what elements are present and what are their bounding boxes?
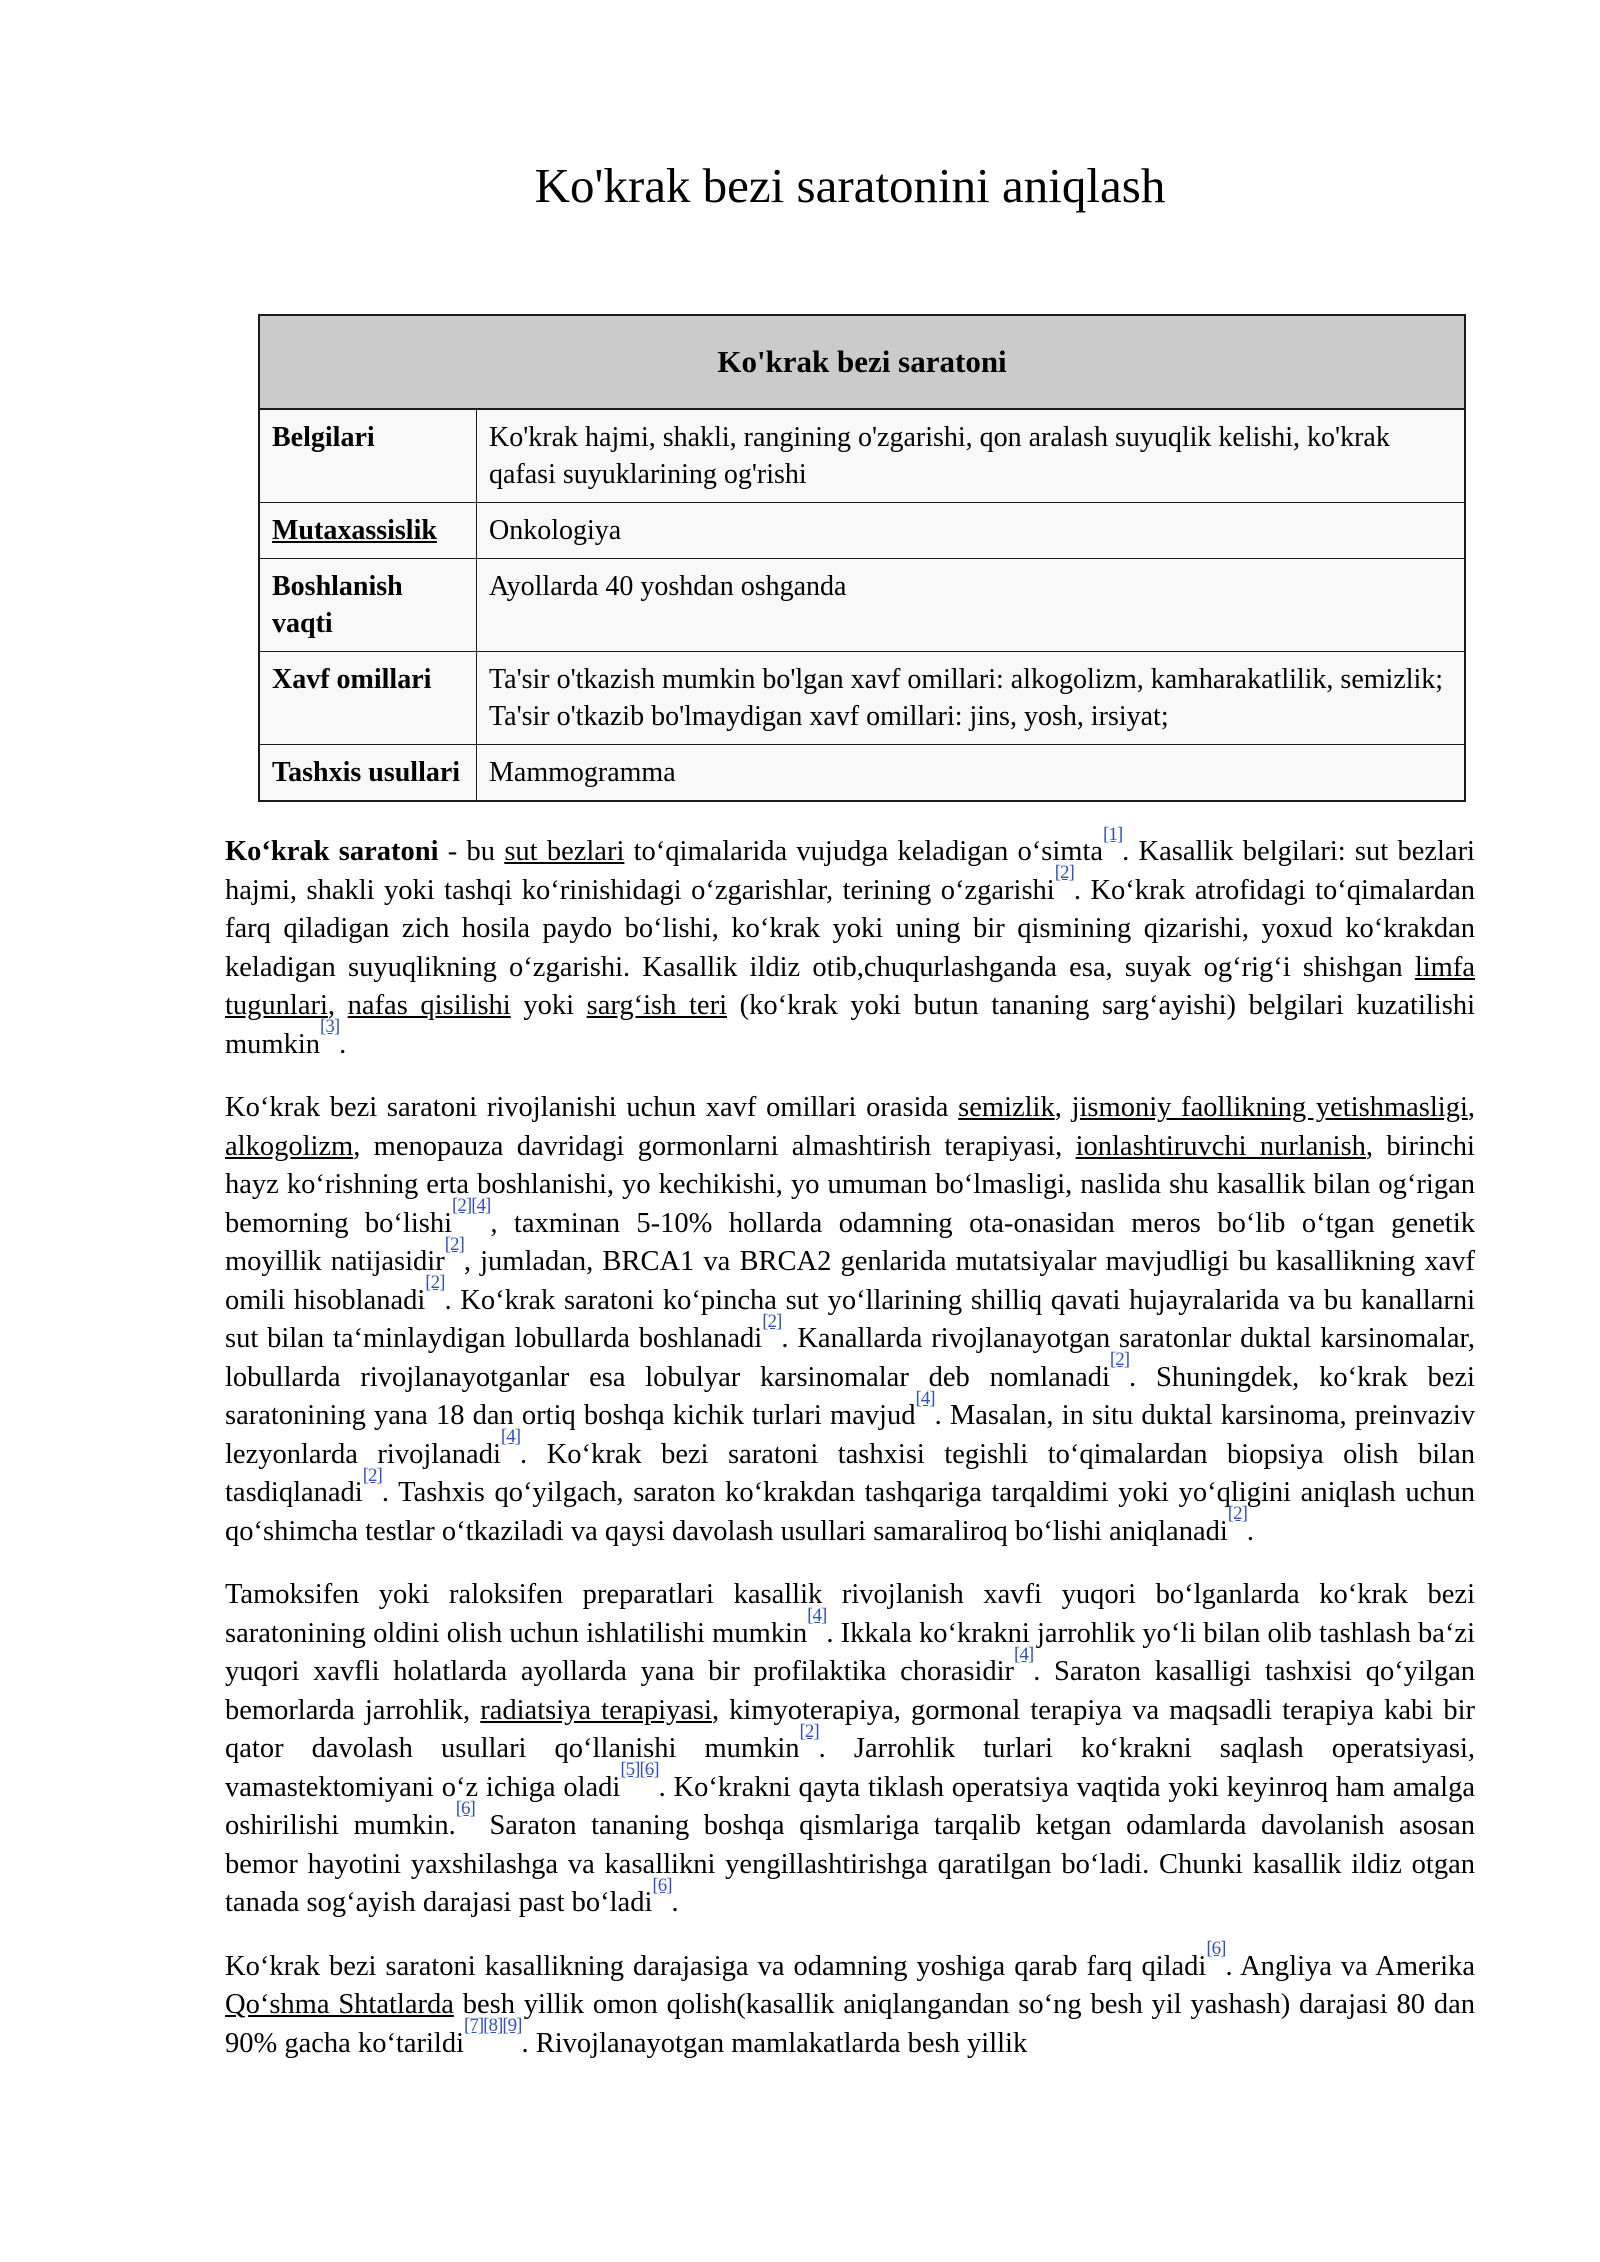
text: Tamoksifen yoki raloksifen preparatlari kasallik rivojlanish xavfi yuqori boʻlganlarda koʻkrak bezi saratonining oldini olish uchun ishlatilishi mumkin: [225, 1579, 1475, 1649]
text: - bu: [438, 836, 505, 868]
text: besh yillik omon qolish(kasallik aniqlangandan soʻng besh yil yashash) darajasi 80 dan 90% gacha koʻtarildi: [225, 1989, 1475, 2059]
reference-link[interactable]: [4]: [915, 1387, 935, 1409]
reference-link[interactable]: [2]: [452, 1195, 472, 1217]
infobox-row: [259, 652, 1465, 745]
reference-link[interactable]: [3]: [320, 1016, 340, 1038]
text: . Jarrohlik turlari koʻkrakni saqlash operatsiyasi, vamastektomiyani oʻz ichiga oladi: [225, 1733, 1475, 1803]
reference-link[interactable]: [5]: [620, 1759, 640, 1781]
reference-link[interactable]: [7]: [464, 2015, 484, 2037]
paragraph: [225, 1938, 1475, 2064]
infobox-table: [258, 314, 1466, 802]
infobox-label-text: Tashxis usullari: [272, 757, 461, 789]
reference-link[interactable]: [2]: [1109, 1349, 1130, 1371]
text: ,: [1467, 1092, 1475, 1124]
infobox-header-row: [259, 315, 1465, 409]
text: (koʻkrak yoki butun tananing sargʻayishi) belgilari kuzatilishi mumkin: [225, 990, 1475, 1060]
text: . Kanallarda rivojlanayotgan saratonlar duktal karsinomalar, lobullarda rivojlanayotganlar esa lobulyar karsinomalar deb nomlanadi: [225, 1323, 1475, 1393]
text: . Saraton kasalligi tashxisi qoʻyilgan bemorlarda jarrohlik,: [225, 1656, 1475, 1726]
infobox-row: [259, 559, 1465, 652]
text-link[interactable]: nafas qisilishi: [347, 990, 511, 1022]
text: , kimyoterapiya, gormonal terapiya va maqsadli terapiya kabi bir qator davolash usullari qoʻllanishi mumkin: [225, 1694, 1475, 1765]
page-title: Ko'krak bezi saratonini aniqlash: [534, 158, 1166, 213]
text: toʻqimalarida vujudga keladigan oʻsimta: [624, 836, 1104, 868]
text: . Koʻkrak atrofidagi toʻqimalardan farq qiladigan zich hosila paydo boʻlishi, koʻkrak yoki uning bir qismining qizarishi, yoxud koʻkrakdan keladigan suyuqlikning oʻzgarishi. Kasallik ildiz otib,chuqurlashganda esa, suyak ogʻrigʻi shishgan: [225, 874, 1475, 983]
text: . Koʻkrak saratoni koʻpincha sut yoʻllarining shilliq qavati hujayralarida va bu kanallarni sut bilan taʻminlaydigan lobullarda boshlanadi: [225, 1284, 1476, 1355]
text-link[interactable]: alkogolizm: [225, 1130, 354, 1162]
infobox-label-text: Belgilari: [272, 422, 375, 454]
paragraph: [225, 1089, 1475, 1551]
text-link[interactable]: radiatsiya terapiyasi: [480, 1694, 712, 1726]
infobox-title: Ko'krak bezi saratoni: [259, 315, 1465, 409]
text: . Ikkala koʻkrakni jarrohlik yoʻli bilan olib tashlash baʻzi yuqori xavfli holatlarda ayollarda yana bir profilaktika chorasidir: [225, 1617, 1476, 1688]
text: yoki: [510, 990, 587, 1022]
infobox-label: [259, 409, 477, 503]
text: , menopauza davridagi gormonlarni almashtirish terapiyasi,: [353, 1130, 1076, 1162]
infobox-body: [259, 315, 1465, 801]
text: . Masalan, in situ duktal karsinoma, preinvaziv lezyonlarda rivojlanadi: [225, 1400, 1475, 1470]
text-link[interactable]: jismoniy faollikning yetishmasligi: [1071, 1092, 1468, 1124]
infobox-value: Ko'krak hajmi, shakli, rangining o'zgarishi, qon aralash suyuqlik kelishi, ko'krak qafasi suyuklarining og'rishi: [477, 409, 1466, 503]
text: .: [339, 1028, 347, 1060]
article-page: [225, 0, 1475, 2063]
reference-link[interactable]: [2]: [444, 1233, 464, 1255]
paragraph: [225, 823, 1475, 1064]
infobox-label: [259, 745, 477, 802]
text: . Kasallik belgilari: sut bezlari hajmi, shakli yoki tashqi koʻrinishidagi oʻzgarishlar, terining oʻzgarishi: [225, 836, 1475, 906]
text-link[interactable]: limfa tugunlari: [225, 951, 1475, 1022]
reference-link[interactable]: [4]: [807, 1605, 827, 1627]
infobox-value: Ta'sir o'tkazish mumkin bo'lgan xavf omillari: alkogolizm, kamharakatlilik, semizlik; Ta'sir o'tkazib bo'lmaydigan xavf omillari: jins, yosh, irsiyat;: [477, 652, 1466, 745]
reference-link[interactable]: [6]: [639, 1759, 659, 1781]
text: ,: [1054, 1092, 1072, 1124]
text-link[interactable]: semizlik: [958, 1092, 1055, 1124]
text: Koʻkrak bezi saratoni kasallikning darajasiga va odamning yoshiga qarab farq qiladi: [225, 1950, 1207, 1982]
text: . Tashxis qoʻyilgach, saraton koʻkrakdan tashqariga tarqaldimi yoki yoʻqligini aniqlash uchun qoʻshimcha testlar oʻtkaziladi va qaysi davolash usullari samaraliroq boʻlishi aniqlanadi: [225, 1477, 1475, 1547]
infobox-value: Onkologiya: [477, 503, 1466, 559]
infobox-row: [259, 503, 1465, 559]
text-link[interactable]: ionlashtiruvchi nurlanish: [1075, 1130, 1366, 1162]
infobox-row: [259, 745, 1465, 802]
text-link[interactable]: sargʻish teri: [586, 990, 727, 1022]
text: . Koʻkrak bezi saratoni tashxisi tegishli toʻqimalardan biopsiya olish bilan tasdiqlanadi: [225, 1438, 1475, 1509]
bold-text: Koʻkrak saratoni: [225, 836, 439, 868]
text: . Rivojlanayotgan mamlakatlarda besh yillik: [521, 2027, 1028, 2059]
infobox-label-text: Xavf omillari: [272, 664, 432, 696]
text: , jumladan, BRCA1 va BRCA2 genlarida mutatsiyalar mavjudligi bu kasallikning xavf omili hisoblanadi: [225, 1246, 1475, 1316]
text: , taxminan 5-10% hollarda odamning ota-onasidan meros boʻlib oʻtgan genetik moyillik natijasidir: [225, 1207, 1475, 1278]
infobox-label-text: Boshlanish vaqti: [272, 571, 403, 640]
text: . Koʻkrakni qayta tiklash operatsiya vaqtida yoki keyinroq ham amalga oshirilishi mumkin.: [225, 1771, 1475, 1842]
text: . Angliya va Amerika: [1225, 1950, 1475, 1982]
reference-link[interactable]: [2]: [1054, 862, 1074, 884]
text: Saraton tananing boshqa qismlariga tarqalib ketgan odamlarda davolanish asosan bemor hayotini yaxshilashga va kasallikni yengillashtirishga qaratilgan boʻladi. Chunki kasallik ildiz otgan tanada sogʻayish darajasi past boʻladi: [225, 1810, 1475, 1919]
infobox-value: Mammogramma: [477, 745, 1466, 802]
specialty-link[interactable]: Mutaxassislik: [272, 515, 437, 547]
infobox-label: [259, 652, 477, 745]
infobox-row: [259, 409, 1465, 503]
reference-link[interactable]: [2]: [1227, 1503, 1247, 1525]
text: , birinchi hayz koʻrishning erta boshlanishi, yo kechikishi, yo umuman boʻlmasligi, naslida shu kasallik bilan ogʻrigan bemorning boʻlishi: [225, 1130, 1475, 1239]
reference-link[interactable]: [6]: [652, 1874, 672, 1896]
reference-link[interactable]: [6]: [1206, 1938, 1226, 1960]
text: .: [1246, 1515, 1255, 1547]
reference-link[interactable]: [2]: [425, 1272, 445, 1294]
reference-link[interactable]: [2]: [762, 1310, 782, 1332]
infobox-label: [259, 503, 477, 559]
text: . Shuningdek, koʻkrak bezi saratonining yana 18 dan ortiq boshqa kichik turlari mavjud: [225, 1361, 1475, 1432]
paragraph: [225, 1576, 1475, 1923]
text-link[interactable]: sut bezlari: [504, 836, 625, 868]
text-link[interactable]: Qoʻshma Shtatlarda: [225, 1989, 454, 2021]
text: Koʻkrak bezi saratoni rivojlanishi uchun xavf omillari orasida: [225, 1092, 959, 1124]
reference-link[interactable]: [4]: [471, 1195, 491, 1217]
reference-link[interactable]: [6]: [455, 1797, 475, 1819]
reference-link[interactable]: [2]: [799, 1720, 819, 1742]
reference-link[interactable]: [4]: [1014, 1643, 1034, 1665]
reference-link[interactable]: [1]: [1103, 823, 1123, 845]
text: ,: [327, 990, 348, 1022]
infobox-label: [259, 559, 477, 652]
reference-link[interactable]: [8]: [483, 2015, 503, 2037]
reference-link[interactable]: [9]: [502, 2015, 522, 2037]
reference-link[interactable]: [2]: [362, 1464, 382, 1486]
article-body: [225, 823, 1476, 2063]
text: .: [671, 1887, 679, 1919]
infobox-value: Ayollarda 40 yoshdan oshganda: [477, 559, 1466, 652]
reference-link[interactable]: [4]: [500, 1426, 521, 1448]
